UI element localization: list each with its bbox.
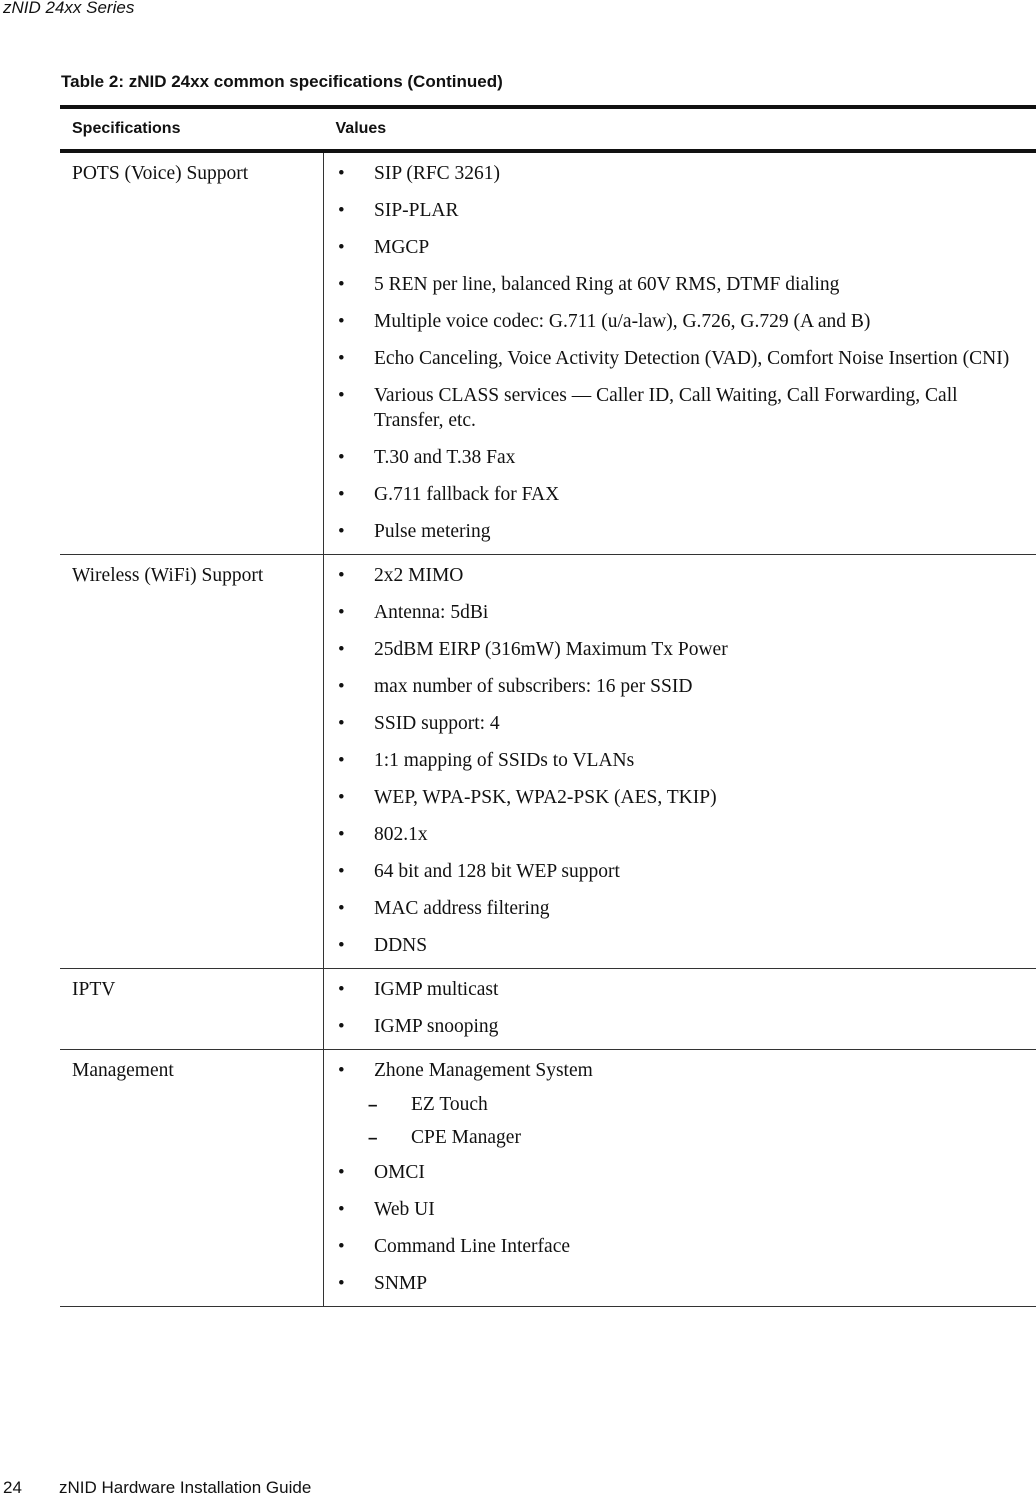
dash-icon: – — [368, 1125, 377, 1150]
spec-name: Management — [60, 1050, 324, 1307]
bullet-icon: • — [338, 1234, 345, 1259]
bullet-icon: • — [338, 674, 345, 699]
bullet-icon: • — [338, 235, 345, 260]
list-item: • 64 bit and 128 bit WEP support — [324, 859, 1016, 884]
list-item: • Command Line Interface — [324, 1234, 1016, 1259]
dash-icon: – — [368, 1092, 377, 1117]
list-item: • IGMP snooping — [324, 1014, 1016, 1039]
table-row — [60, 151, 1036, 555]
list-item: • Zhone Management System – EZ Touch – CPE Manager — [324, 1058, 1016, 1150]
spec-values — [324, 1050, 1036, 1307]
column-header-values: Values — [324, 107, 1036, 151]
bullet-icon: • — [338, 896, 345, 921]
list-item: • T.30 and T.38 Fax — [324, 445, 1016, 470]
bullet-icon: • — [338, 822, 345, 847]
bullet-icon: • — [338, 1014, 345, 1039]
bullet-icon: • — [338, 272, 345, 297]
spec-values — [324, 555, 1036, 969]
spec-name: Wireless (WiFi) Support — [60, 555, 324, 969]
list-item: • Pulse metering — [324, 519, 1016, 544]
bullet-icon: • — [338, 748, 345, 773]
bullet-icon: • — [338, 161, 345, 186]
bullet-icon: • — [338, 346, 345, 371]
table-row — [60, 1050, 1036, 1307]
list-item: • max number of subscribers: 16 per SSID — [324, 674, 1016, 699]
list-item: • Antenna: 5dBi — [324, 600, 1016, 625]
sub-list-item: – EZ Touch — [374, 1092, 1016, 1117]
bullet-icon: • — [338, 309, 345, 334]
bullet-icon: • — [338, 445, 345, 470]
bullet-icon: • — [338, 1058, 345, 1083]
spec-values — [324, 969, 1036, 1050]
bullet-icon: • — [338, 198, 345, 223]
bullet-icon: • — [338, 1160, 345, 1185]
spec-name: POTS (Voice) Support — [60, 151, 324, 555]
bullet-icon: • — [338, 859, 345, 884]
table-caption: Table 2: zNID 24xx common specifications (Continued) — [61, 72, 503, 92]
bullet-icon: • — [338, 600, 345, 625]
list-item: • SIP (RFC 3261) — [324, 161, 1016, 186]
bullet-icon: • — [338, 519, 345, 544]
list-item: • 25dBM EIRP (316mW) Maximum Tx Power — [324, 637, 1016, 662]
table-row — [60, 555, 1036, 969]
spec-name: IPTV — [60, 969, 324, 1050]
list-item: • WEP, WPA-PSK, WPA2-PSK (AES, TKIP) — [324, 785, 1016, 810]
list-item: • Echo Canceling, Voice Activity Detection (VAD), Comfort Noise Insertion (CNI) — [324, 346, 1016, 371]
list-item: • SSID support: 4 — [324, 711, 1016, 736]
bullet-icon: • — [338, 933, 345, 958]
table-header-row — [60, 107, 1036, 151]
bullet-icon: • — [338, 383, 345, 408]
bullet-icon: • — [338, 977, 345, 1002]
list-item: • IGMP multicast — [324, 977, 1016, 1002]
spec-values — [324, 151, 1036, 555]
bullet-icon: • — [338, 1271, 345, 1296]
column-header-specifications: Specifications — [60, 107, 324, 151]
list-item: • Web UI — [324, 1197, 1016, 1222]
list-item: • MAC address filtering — [324, 896, 1016, 921]
bullet-icon: • — [338, 482, 345, 507]
list-item: • G.711 fallback for FAX — [324, 482, 1016, 507]
list-item: • MGCP — [324, 235, 1016, 260]
bullet-icon: • — [338, 785, 345, 810]
list-item: • SIP-PLAR — [324, 198, 1016, 223]
list-item: • OMCI — [324, 1160, 1016, 1185]
list-item: • 802.1x — [324, 822, 1016, 847]
list-item: • 2x2 MIMO — [324, 563, 1016, 588]
list-item: • 5 REN per line, balanced Ring at 60V RMS, DTMF dialing — [324, 272, 1016, 297]
table-row — [60, 969, 1036, 1050]
bullet-icon: • — [338, 711, 345, 736]
page-number: 24 — [3, 1478, 59, 1498]
page-footer — [3, 1478, 311, 1498]
list-item: • Various CLASS services — Caller ID, Call Waiting, Call Forwarding, Call Transfer, etc. — [324, 383, 1016, 433]
bullet-icon: • — [338, 1197, 345, 1222]
list-item: • DDNS — [324, 933, 1016, 958]
running-header: zNID 24xx Series — [3, 0, 134, 18]
list-item: • SNMP — [324, 1271, 1016, 1296]
bullet-icon: • — [338, 637, 345, 662]
list-item: • Multiple voice codec: G.711 (u/a-law), G.726, G.729 (A and B) — [324, 309, 1016, 334]
sub-list-item: – CPE Manager — [374, 1125, 1016, 1150]
bullet-icon: • — [338, 563, 345, 588]
list-item: • 1:1 mapping of SSIDs to VLANs — [324, 748, 1016, 773]
specifications-table — [60, 105, 1036, 1307]
footer-doc-title: zNID Hardware Installation Guide — [59, 1478, 311, 1497]
